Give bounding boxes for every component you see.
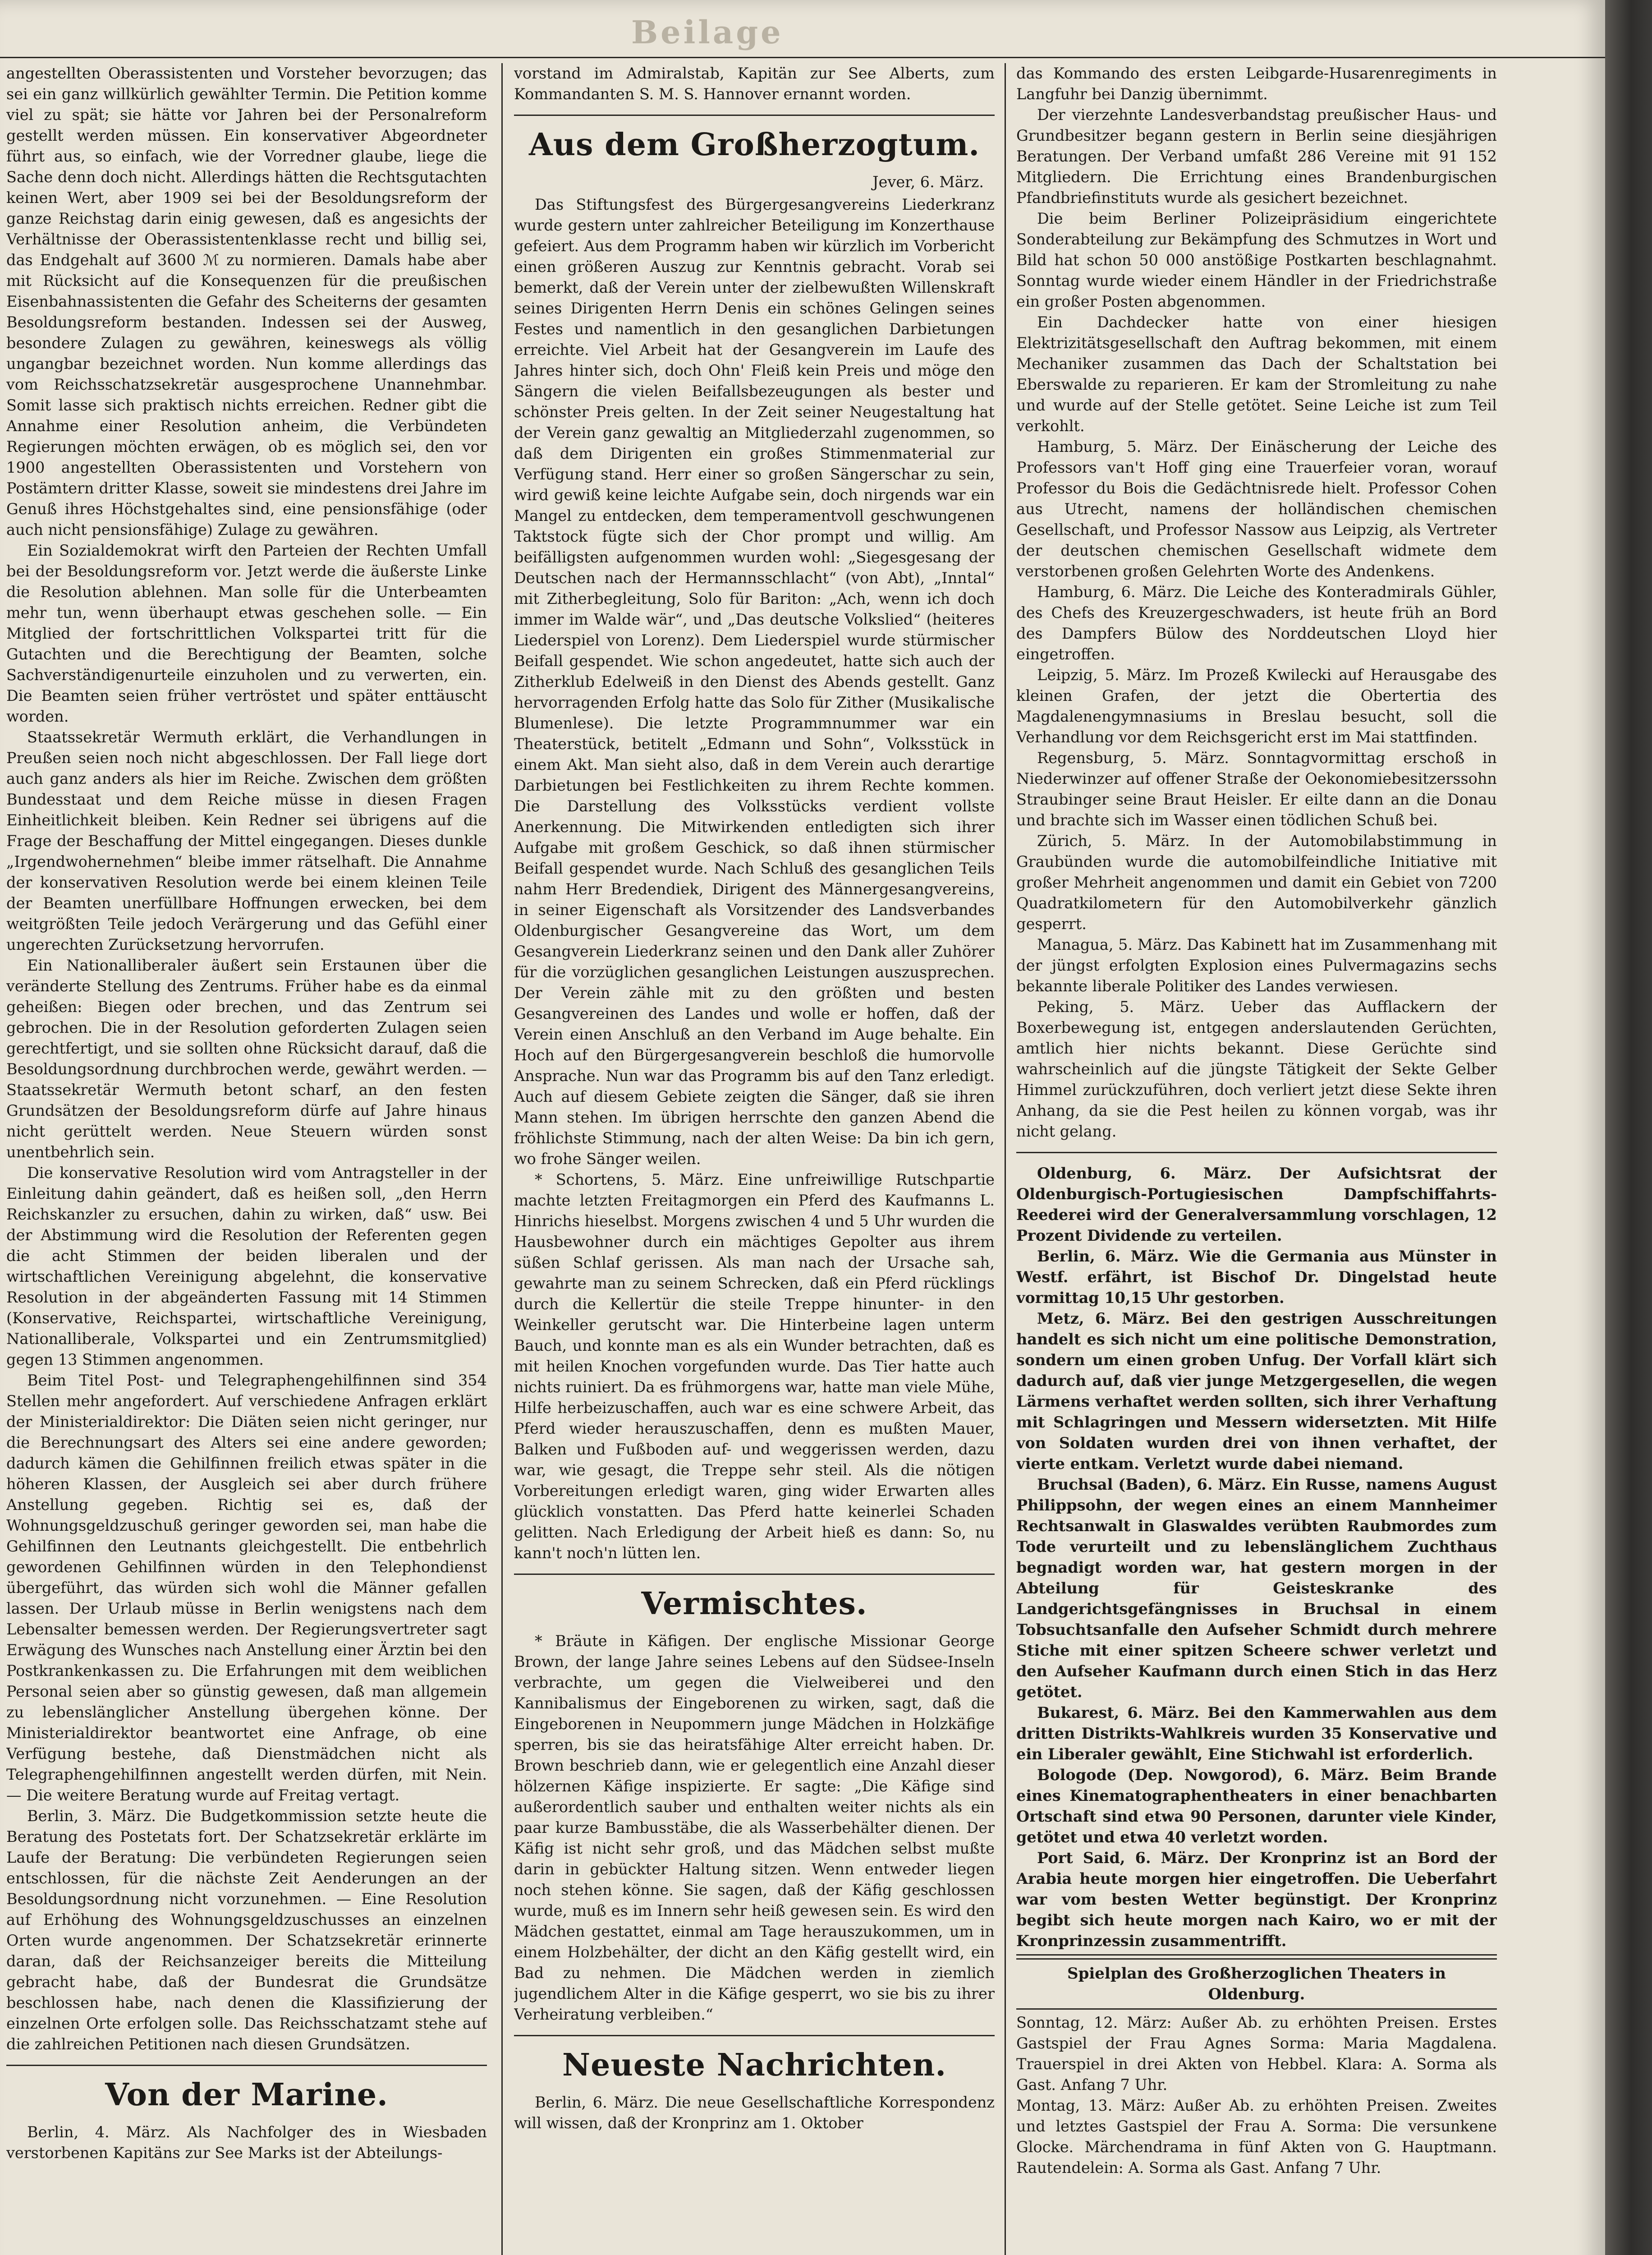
news-item: Zürich, 5. März. In der Automobilabstimmung in Graubünden wurde die automobilfeindliche Initiative mit großer Mehrheit angenommen und damit ein Gebiet von 7200 Quadratkilometern für den Automobilverkehr gänzlich gesperrt.	[1016, 832, 1497, 933]
section-divider	[1016, 1954, 1497, 1956]
article-paragraph: Staatssekretär Wermuth erklärt, die Verhandlungen in Preußen seien noch nicht abgeschlossen. Der Fall liege dort auch ganz anders als hier im Reiche. Zwischen dem größten Bundesstaat und dem Reiche müsse in diesen Fragen Einheitlichkeit bleiben. Kein Redner sei übrigens auf die Frage der Beschaffung der Mittel eingegangen. Dieses dunkle „Irgendwohernehmen“ bleibe immer rätselhaft. Die Annahme der konservativen Resolution werde bei einem kleinen Teile der Beamten unerfüllbare Hoffnungen erwecken, bei dem weitgrößten Teile jedoch Verärgerung und das Gefühl einer ungerechten Zurücksetzung hervorrufen.	[6, 728, 487, 953]
news-item: Regensburg, 5. März. Sonntagvormittag erschoß in Niederwinzer auf offener Straße der Oekonomiebesitzerssohn Straubinger seine Braut Heisler. Er eilte dann an die Donau und brachte sich im Wasser einen tödlichen Schuß bei.	[1016, 749, 1497, 829]
news-item: Ein Dachdecker hatte von einer hiesigen Elektrizitätsgesellschaft den Auftrag bekommen, mit einem Mechaniker zusammen das Dach der Schaltstation bei Eberswalde zu reparieren. Er kam der Stromleitung zu nahe und wurde auf der Stelle getötet. Seine Leiche ist zum Teil verkohlt.	[1016, 313, 1497, 435]
theater-schedule-title: Spielplan des Großherzoglichen Theaters in Oldenburg.	[1067, 1965, 1446, 2003]
theater-entry: Sonntag, 12. März: Außer Ab. zu erhöhten Preisen. Erstes Gastspiel der Frau Agnes Sorma: Maria Magdalena. Trauerspiel in drei Akten von Hebbel. Klara: A. Sorma als Gast. Anfang 7 Uhr.	[1016, 2014, 1497, 2094]
article-paragraph: angestellten Oberassistenten und Vorsteher bevorzugen; das sei ein ganz willkürlich gewählter Termin. Die Petition komme viel zu spät; sie hätte vor Jahren bei der Personalreform gestellt werden müssen. Ein konservativer Abgeordneter führt aus, so einfach, wie der Vorredner glaube, liege die Sache denn doch nicht. Allerdings hätten die Rechtsgutachten keinen Wert, aber 1909 sei bei der Besoldungsreform der ganze Reichstag darin einig gewesen, daß es angesichts der Verhältnisse der Oberassistentenklasse recht und billig sei, das Endgehalt auf 3600 ℳ zu normieren. Damals habe aber mit Rücksicht auf die Konsequenzen für die preußischen Eisenbahnassistenten die Gefahr des Scheiterns der gesamten Besoldungsreform bestanden. Indessen sei der Ausweg, besondere Zulagen zu gewähren, keineswegs als völlig ungangbar bezeichnet worden. Nun komme allerdings das vom Reichsschatzsekretär ausgesprochene Unannehmbar. Somit lasse sich praktisch nichts erreichen. Redner gibt die Annahme einer Resolution anheim, die Verbündeten Regierungen möchten erwägen, ob es möglich sei, den vor 1900 angestellten Oberassistenten und Vorstehern von Postämtern dritter Klasse, soweit sie mindestens drei Jahre im Genuß ihres Höchstgehaltes sind, eine pensionsfähige (oder auch nicht pensionsfähige) Zulage zu gewähren.	[6, 64, 487, 538]
liederkranz-report: Das Stiftungsfest des Bürgergesangvereins Liederkranz wurde gestern unter zahlreicher Beteiligung im Konzerthause gefeiert. Aus dem Programm haben wir kürzlich im Vorbericht einen größeren Auszug zur Kenntnis gebracht. Vorab sei bemerkt, daß der Verein unter der zielbewußten Willenskraft seines Dirigenten Herrn Denis ein schönes Gelingen seines Festes und namentlich in den gesanglichen Darbietungen erreichte. Viel Arbeit hat der Gesangverein im Laufe des Jahres hinter sich, doch Ohn' Fleiß kein Preis und möge den Sängern die vielen Beifallsbezeugungen als bester und schönster Preis gelten. In der Zeit seiner Neugestaltung hat der Verein ganz gewaltig an Mitgliederzahl zugenommen, so daß dem Dirigenten ein großes Stimmenmaterial zur Verfügung stand. Herr einer so großen Sängerschar zu sein, wird gewiß keine leichte Aufgabe sein, doch nirgends war ein Mangel zu entdecken, dem temperamentvoll geschwungenen Taktstock fügte sich der Chor prompt und willig. Am beifälligsten aufgenommen wurden wohl: „Siegesgesang der Deutschen nach der Hermannsschlacht“ (von Abt), „Inntal“ mit Zitherbegleitung, Solo für Bariton: „Ach, wenn ich doch immer im Walde wär“, und „Das deutsche Volkslied“ (heiteres Liederspiel von Lorenz). Dem Liederspiel wurde stürmischer Beifall gespendet. Wie schon angedeutet, hatte sich auch der Zitherklub Edelweiß in den Dienst des Abends gestellt. Ganz hervorragenden Erfolg hatte das Solo für Zither (Musikalische Blumenlese). Die letzte Programmnummer war ein Theaterstück, betitelt „Edmann und Sohn“, Volksstück in einem Akt. Man sieht also, daß in dem Verein auch derartige Darbietungen bei Festlichkeiten zu ihrem Rechte kommen. Die Darstellung des Volksstücks verdient vollste Anerkennung. Die Mitwirkenden entledigten sich ihrer Aufgabe mit großem Geschick, so daß ihnen stürmischer Beifall gespendet wurde. Nach Schluß des gesanglichen Teils nahm Herr Bredendiek, Dirigent des Männergesangvereins, in seiner Eigenschaft als Vorsitzender des Landsverbandes Oldenburgischer Gesangvereine das Wort, um dem Gesangverein Liederkranz seinen und den Dank aller Zuhörer für die vorzüglichen gesanglichen Leistungen auszusprechen. Der Verein zähle mit zu den größten und besten Gesangvereinen des Landes und wolle er hoffen, daß der Verein einen Anschluß an den Verband im Auge behalte. Ein Hoch auf den Bürgergesangverein beschloß die humorvolle Ansprache. Nun war das Programm bis auf den Tanz erledigt. Auch auf diesem Gebiete zeigten die Sänger, daß sie ihren Mann stehen. Im übrigen herrschte den ganzen Abend die fröhlichste Stimmung, nach der alten Weise: Da bin ich gern, wo frohe Sänger weilen.	[514, 196, 995, 1168]
schortens-report: * Schortens, 5. März. Eine unfreiwillige Rutschpartie machte letzten Freitagmorgen ein Pferd des Kaufmanns L. Hinrichs hieselbst. Morgens zwischen 4 und 5 Uhr wurden die Hausbewohner durch ein mächtiges Gepolter aus ihrem süßen Schlaf gerissen. Als man nach der Ursache sah, gewahrte man zu seinem Schrecken, daß ein Pferd rücklings durch die Kellertür die steile Treppe hinunter- in den Weinkeller gerutscht war. Die Hinterbeine lagen unterm Bauch, und konnte man es als ein Wunder betrachten, daß es mit heilen Knochen vorgefunden wurde. Das Tier hatte auch nichts ruiniert. Da es frühmorgens war, hatte man viele Mühe, Hilfe herbeizuschaffen, auch war es eine schwere Arbeit, das Pferd wieder herauszuschaffen, denn es mußten Mauer, Balken und Fußboden auf- und weggerissen werden, dazu war, wie gesagt, die Treppe sehr steil. Als die nötigen Vorbereitungen erledigt waren, ging wider Erwarten alles glücklich vonstatten. Das Pferd hatte keinerlei Schaden gelitten. Nach Erledigung der Arbeit hieß es dann: So, nu kann't noch'n lütten len.	[514, 1171, 995, 1562]
telegram-item: Oldenburg, 6. März. Der Aufsichtsrat der Oldenburgisch-Portugiesischen Dampfschiffahrts-Reederei wird der Generalversammlung vorschlagen, 12 Prozent Dividende zu verteilen.	[1016, 1164, 1497, 1244]
column-divider	[1005, 63, 1006, 2255]
column-2	[514, 63, 995, 2255]
telegram-item: Port Said, 6. März. Der Kronprinz ist an Bord der Arabia heute morgen hier eingetroffen. Die Ueberfahrt war vom besten Wetter begünstigt. Der Kronprinz begibt sich heute morgen nach Kairo, wo er mit der Kronprinzessin zusammentrifft.	[1016, 1849, 1497, 1950]
column-1	[6, 63, 487, 2255]
masthead-fragment: Beilage	[631, 14, 784, 51]
section-title-grossherzogtum: Aus dem Großherzogtum.	[528, 127, 980, 163]
news-item: Leipzig, 5. März. Im Prozeß Kwilecki auf Herausgabe des kleinen Grafen, der jetzt die Obertertia des Magdalenengymnasiums in Breslau besucht, soll die Verhandlung vor dem Reichsgericht erst im Mai stattfinden.	[1016, 666, 1497, 746]
section-title-vermischtes: Vermischtes.	[641, 1586, 867, 1622]
news-item: Berlin, 6. März. Die neue Gesellschaftliche Korrespondenz will wissen, daß der Kronprinz am 1. Oktober	[514, 2094, 995, 2132]
news-item: Hamburg, 6. März. Die Leiche des Konteradmirals Gühler, des Chefs des Kreuzergeschwaders, ist heute früh an Bord des Dampfers Bülow des Norddeutschen Lloyd hier eingetroffen.	[1016, 583, 1497, 663]
news-item: Der vierzehnte Landesverbandstag preußischer Haus- und Grundbesitzer begann gestern in Berlin seine diesjährigen Beratungen. Der Verband umfaßt 286 Vereine mit 91 152 Mitgliedern. Die Errichtung eines Brandenburgischen Pfandbriefinstituts wurde als gesichert bezeichnet.	[1016, 106, 1497, 207]
section-divider	[514, 2035, 995, 2036]
article-paragraph: Die konservative Resolution wird vom Antragsteller in der Einleitung dahin geändert, daß es heißen soll, „den Herrn Reichskanzler zu ersuchen, dahin zu wirken, daß“ usw. Bei der Abstimmung wird die Resolution der Referenten gegen die acht Stimmen der beiden liberalen und der wirtschaftlichen Vereinigung abgelehnt, die konservative Resolution in der abgeänderten Fassung mit 14 Stimmen (Konservative, Reichspartei, wirtschaftliche Vereinigung, Nationalliberale, Volkspartei und ein Zentrumsmitglied) gegen 13 Stimmen angenommen.	[6, 1164, 487, 1368]
article-paragraph: vorstand im Admiralstab, Kapitän zur See Alberts, zum Kommandanten S. M. S. Hannover ernannt worden.	[514, 64, 995, 103]
marine-report: Berlin, 4. März. Als Nachfolger des in Wiesbaden verstorbenen Kapitäns zur See Marks ist der Abteilungs-	[6, 2123, 487, 2162]
section-divider	[1016, 1152, 1497, 1153]
braeute-report: * Bräute in Käfigen. Der englische Missionar George Brown, der lange Jahre seines Lebens auf den Südsee-Inseln verbrachte, um gegen die Vielweiberei und den Kannibalismus der Eingeborenen zu wirken, sagt, daß die Eingeborenen in Neupommern junge Mädchen in Holzkäfige sperren, bis sie das heiratsfähige Alter erreicht haben. Dr. Brown beschrieb dann, wie er gelegentlich eine Anzahl dieser hölzernen Käfige inspizierte. Er sagte: „Die Käfige sind außerordentlich sauber und enthalten weiter nichts als ein paar kurze Bambusstäbe, die als Wasserbehälter dienen. Der Käfig ist nicht sehr groß, und das Mädchen selbst mußte darin in gebückter Haltung sitzen. Wenn entweder liegen noch stehen könne. Sie sagen, daß der Käfig geschlossen wurde, muß es im Innern sehr heiß gewesen sein. Es wird den Mädchen gestattet, einmal am Tage herauszukommen, um in einem Holzbehälter, der dicht an den Käfig gestellt wird, ein Bad zu nehmen. Die Mädchen werden in ziemlich jugendlichem Alter in die Käfige gesperrt, wo sie bis zu ihrer Verheiratung verbleiben.“	[514, 1632, 995, 2023]
telegram-item: Berlin, 6. März. Wie die Germania aus Münster in Westf. erfährt, ist Bischof Dr. Dingelstad heute vormittag 10,15 Uhr gestorben.	[1016, 1247, 1497, 1307]
theater-entry: Montag, 13. März: Außer Ab. zu erhöhten Preisen. Zweites und letztes Gastspiel der Frau A. Sorma: Die versunkene Glocke. Märchendrama in fünf Akten von G. Hauptmann. Rautendelein: A. Sorma als Gast. Anfang 7 Uhr.	[1016, 2097, 1497, 2177]
telegram-item: Bologode (Dep. Nowgorod), 6. März. Beim Brande eines Kinematographentheaters in einer benachbarten Ortschaft sind etwa 90 Personen, darunter viele Kinder, getötet und etwa 40 verletzt worden.	[1016, 1766, 1497, 1846]
section-divider	[1016, 2008, 1497, 2010]
budget-commission-report: Berlin, 3. März. Die Budgetkommission setzte heute die Beratung des Postetats fort. Der Schatzsekretär erklärte im Laufe der Beratung: Die verbündeten Regierungen seien entschlossen, für die nächste Zeit Aenderungen an der Besoldungsordnung nicht vorzunehmen. — Eine Resolution auf Erhöhung des Wohnungsgeldzuschusses an einzelnen Orten wurde angenommen. Der Schatzsekretär erinnerte daran, daß der Reichsanzeiger bereits die Mitteilung gebracht habe, daß der Bundesrat die Grundsätze beschlossen habe, nach denen die Klassifizierung der einzelnen Orte erfolgen solle. Das Reichsschatzamt stehe auf die zahlreichen Petitionen nach diesen Grundsätzen.	[6, 1807, 487, 2053]
page-edge	[1605, 0, 1652, 2255]
section-divider	[1016, 1958, 1497, 1960]
section-divider	[6, 2065, 487, 2066]
column-divider	[501, 63, 503, 2255]
top-rule	[0, 57, 1605, 58]
section-divider	[514, 1574, 995, 1575]
article-paragraph: Ein Sozialdemokrat wirft den Parteien der Rechten Umfall bei der Besoldungsreform vor. Jetzt werde die äußerste Linke die Resolution ablehnen. Man solle für die Unterbeamten mehr tun, wenn überhaupt etwas geschehen solle. — Ein Mitglied der fortschrittlichen Volkspartei tritt für die Gutachten und die Berechtigung der Beamten, solche Sachverständigenurteile einzuholen und zu verwerten, ein. Die Beamten seien früher vertröstet und später enttäuscht worden.	[6, 542, 487, 725]
news-item: Die beim Berliner Polizeipräsidium eingerichtete Sonderabteilung zur Bekämpfung des Schmutzes in Wort und Bild hat schon 50 000 anstößige Postkarten beschlagnahmt. Sonntag wurde wieder einem Händler in der Friedrichstraße ein großer Posten abgenommen.	[1016, 210, 1497, 310]
news-item: Peking, 5. März. Ueber das Aufflackern der Boxerbewegung ist, entgegen anderslautenden Gerüchten, amtlich hier nichts bekannt. Diese Gerüchte sind wahrscheinlich auf die jüngste Tätigkeit der Sekte Gelber Himmel zurückzuführen, doch verliert jetzt diese Sekte ihren Anhang, da sie die Pest heilen zu können vorgab, was ihr nicht gelang.	[1016, 998, 1497, 1140]
section-divider	[514, 115, 995, 116]
telegram-item: Bruchsal (Baden), 6. März. Ein Russe, namens August Philippsohn, der wegen eines an einem Mannheimer Rechtsanwalt in Glaswaldes verübten Raubmordes zum Tode verurteilt und zu lebenslänglichem Zuchthaus begnadigt worden war, hat gestern morgen in der Abteilung für Geisteskranke des Landgerichtsgefängnisses in Bruchsal in einem Tobsuchtsanfalle den Aufseher Schmidt durch mehrere Stiche mit einer spitzen Scheere schwer verletzt und den Aufseher Kaufmann durch einen Stich in das Herz getötet.	[1016, 1476, 1497, 1701]
column-3	[1016, 63, 1497, 2255]
news-item: Hamburg, 5. März. Der Einäscherung der Leiche des Professors van't Hoff ging eine Trauerfeier voran, worauf Professor du Bois die Gedächtnisrede hielt. Professor Cohen aus Utrecht, namens der holländischen chemischen Gesellschaft, und Professor Nassow aus Leipzig, als Vertreter der deutschen chemischen Gesellschaft widmete dem verstorbenen großen Gelehrten Worte des Andenkens.	[1016, 438, 1497, 580]
telegram-item: Metz, 6. März. Bei den gestrigen Ausschreitungen handelt es sich nicht um eine politische Demonstration, sondern um einen groben Unfug. Der Vorfall klärt sich dadurch auf, daß vier junge Metzgergesellen, die wegen Lärmens verhaftet werden sollten, sich ihrer Verhaftung mit Schlagringen und Messern widersetzten. Mit Hilfe von Soldaten wurden drei von ihnen verhaftet, der vierte entkam. Verletzt wurde dabei niemand.	[1016, 1310, 1497, 1473]
news-item: das Kommando des ersten Leibgarde-Husarenregiments in Langfuhr bei Danzig übernimmt.	[1016, 64, 1497, 103]
news-item: Managua, 5. März. Das Kabinett hat im Zusammenhang mit der jüngst erfolgten Explosion eines Pulvermagazins sechs bekannte liberale Politiker des Landes verwiesen.	[1016, 936, 1497, 995]
section-title-neueste-nachrichten: Neueste Nachrichten.	[562, 2047, 947, 2083]
dateline: Jever, 6. März.	[872, 173, 984, 191]
telegram-item: Bukarest, 6. März. Bei den Kammerwahlen aus dem dritten Distrikts-Wahlkreis wurden 35 Konservative und ein Liberaler gewählt, Eine Stichwahl ist erforderlich.	[1016, 1704, 1497, 1763]
article-paragraph: Beim Titel Post- und Telegraphengehilfinnen sind 354 Stellen mehr angefordert. Auf verschiedene Anfragen erklärt der Ministerialdirektor: Die Diäten seien nicht geringer, nur die Berechnungsart des Alters sei eine andere geworden; dadurch kämen die Gehilfinnen freilich etwas später in die höheren Klassen, der Ausgleich sei aber durch frühere Anstellung gegeben. Richtig sei es, daß der Wohnungsgeldzuschuß geringer geworden sei, man habe die Gehilfinnen den Leutnants gleichgestellt. Die entbehrlich gewordenen Gehilfinnen würden in den Telephondienst übergeführt, das würden sich wohl die Männer gefallen lassen. Der Urlaub müsse in Berlin wenigstens nach dem Lebensalter bemessen werden. Der Regierungsvertreter sagt Erwägung des Wunsches nach Anstellung einer Ärztin bei den Postkrankenkassen zu. Die Erfahrungen mit dem weiblichen Personal seien aber so günstig gewesen, daß man allgemein zu lebenslänglicher Anstellung übergehen könne. Der Ministerialdirektor beantwortet eine Anfrage, ob eine Verfügung bestehe, daß Dienstmädchen nicht als Telegraphengehilfinnen angestellt werden dürfen, mit Nein. — Die weitere Beratung wurde auf Freitag vertagt.	[6, 1371, 487, 1804]
article-paragraph: Ein Nationalliberaler äußert sein Erstaunen über die veränderte Stellung des Zentrums. Früher habe es da einmal geheißen: Biegen oder brechen, und das Zentrum sei gebrochen. Die in der Resolution geforderten Zulagen seien gerechtfertigt, und sie sollten ohne Rücksicht darauf, daß die Besoldungsordnung durchbrochen werde, gewährt werden. — Staatssekretär Wermuth betont scharf, an den festen Grundsätzen der Besoldungsreform dürfe auf Jahre hinaus nicht gerüttelt werden. Neue Steuern würden sonst unentbehrlich sein.	[6, 957, 487, 1161]
section-title-marine: Von der Marine.	[105, 2077, 388, 2113]
